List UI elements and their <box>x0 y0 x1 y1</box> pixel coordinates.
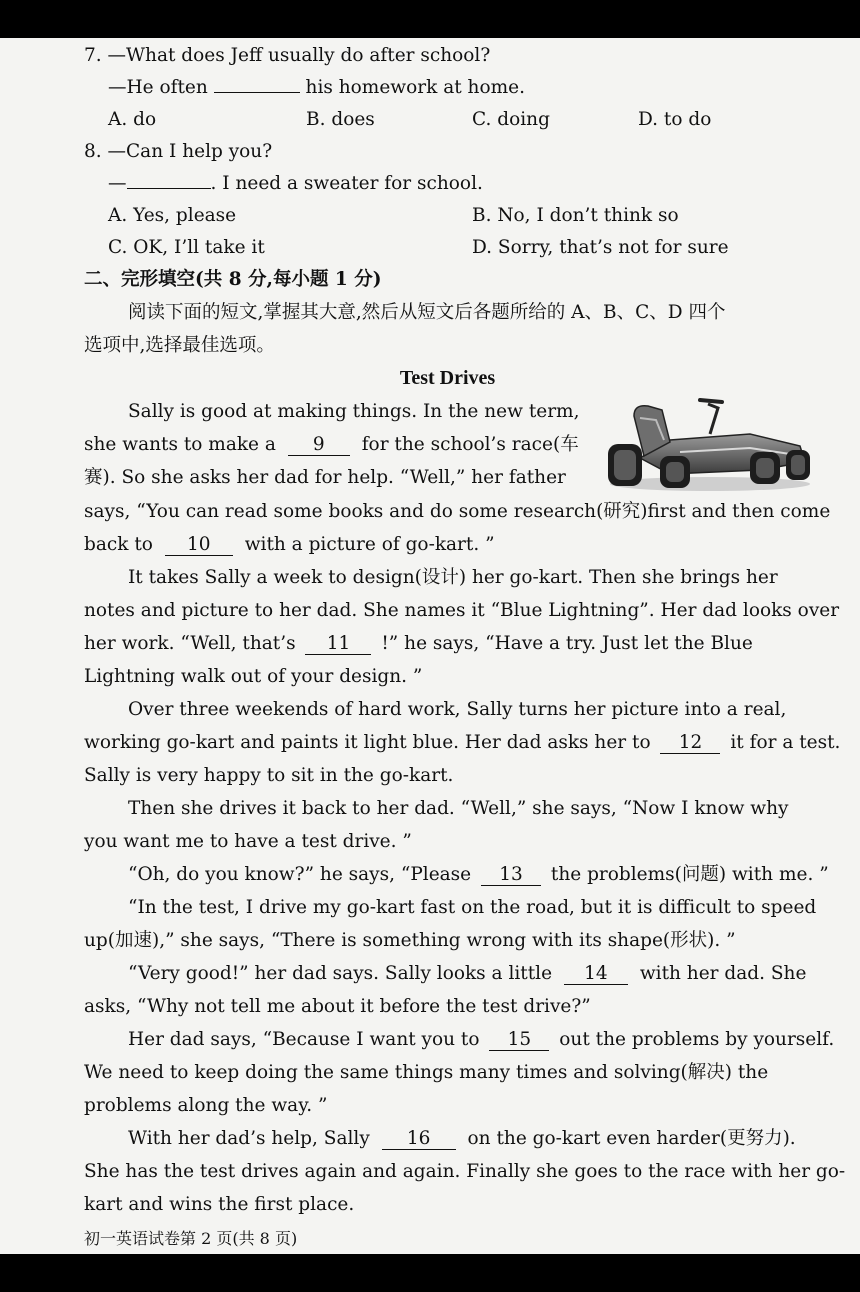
q7-blank[interactable] <box>214 92 300 93</box>
passage-line: says, “You can read some books and do some research(研究)first and then come <box>84 501 831 522</box>
q7-option-a[interactable]: A. do <box>108 109 157 130</box>
passage-line: Lightning walk out of your design. ” <box>84 666 423 687</box>
q7-option-c[interactable]: C. doing <box>472 109 550 130</box>
blank-12[interactable]: 12 <box>660 733 720 754</box>
q8-option-a[interactable]: A. Yes, please <box>108 205 237 226</box>
passage-line: “Oh, do you know?” he says, “Please 13 the problems(问题) with me. ” <box>128 864 829 885</box>
passage-line: her work. “Well, that’s 11 !” he says, “Have a try. Just let the Blue <box>84 633 753 654</box>
passage-line: kart and wins the first place. <box>84 1194 355 1215</box>
page-footer: 初一英语试卷第 2 页(共 8 页) <box>84 1229 298 1248</box>
exam-page <box>0 38 860 1254</box>
passage-title: Test Drives <box>399 367 496 389</box>
blank-14[interactable]: 14 <box>564 964 628 985</box>
section-instruction-2: 选项中,选择最佳选项。 <box>84 335 275 356</box>
blank-11[interactable]: 11 <box>305 634 371 655</box>
passage-line: Then she drives it back to her dad. “Well,” she says, “Now I know why <box>128 798 789 819</box>
q7-option-d[interactable]: D. to do <box>638 109 712 130</box>
passage-line: problems along the way. ” <box>84 1095 328 1116</box>
passage-line: “Very good!” her dad says. Sally looks a little 14 with her dad. She <box>128 963 807 984</box>
blank-13[interactable]: 13 <box>481 865 541 886</box>
section-instruction-1: 阅读下面的短文,掌握其大意,然后从短文后各题所给的 A、B、C、D 四个 <box>128 302 726 323</box>
q7-answer: —He often his homework at home. <box>108 77 525 98</box>
passage-line: With her dad’s help, Sally 16 on the go-kart even harder(更努力). <box>128 1128 796 1149</box>
blank-15[interactable]: 15 <box>489 1030 549 1051</box>
passage-line: Sally is very happy to sit in the go-kart. <box>84 765 454 786</box>
section-heading: 二、完形填空(共 8 分,每小题 1 分) <box>84 269 382 290</box>
passage-line: She has the test drives again and again. Finally she goes to the race with her go- <box>84 1161 846 1182</box>
passage-line: Sally is good at making things. In the new term, <box>128 401 580 422</box>
passage-line: up(加速),” she says, “There is something wrong with its shape(形状). ” <box>84 930 736 951</box>
go-kart-image <box>600 396 814 492</box>
passage-line: Over three weekends of hard work, Sally turns her picture into a real, <box>128 699 787 720</box>
q8-option-d[interactable]: D. Sorry, that’s not for sure <box>472 237 729 258</box>
q8-answer: — . I need a sweater for school. <box>108 173 483 194</box>
passage-line: asks, “Why not tell me about it before the test drive?” <box>84 996 591 1017</box>
passage-line: It takes Sally a week to design(设计) her go-kart. Then she brings her <box>128 567 778 588</box>
q8-option-b[interactable]: B. No, I don’t think so <box>472 205 679 226</box>
q7-question: 7. —What does Jeff usually do after school? <box>84 45 491 66</box>
q8-blank[interactable] <box>127 188 211 189</box>
blank-10[interactable]: 10 <box>165 535 233 556</box>
passage-line: We need to keep doing the same things many times and solving(解决) the <box>84 1062 769 1083</box>
blank-9[interactable]: 9 <box>288 435 350 456</box>
passage-line: working go-kart and paints it light blue. Her dad asks her to 12 it for a test. <box>84 732 841 753</box>
passage-line: notes and picture to her dad. She names it “Blue Lightning”. Her dad looks over <box>84 600 840 621</box>
q8-question: 8. —Can I help you? <box>84 141 273 162</box>
passage-line: you want me to have a test drive. ” <box>84 831 412 852</box>
passage-line: Her dad says, “Because I want you to 15 out the problems by yourself. <box>128 1029 835 1050</box>
passage-line: she wants to make a 9 for the school’s race(车 <box>84 434 579 455</box>
passage-line: 赛). So she asks her dad for help. “Well,” her father <box>84 467 566 488</box>
blank-16[interactable]: 16 <box>382 1129 456 1150</box>
q8-option-c[interactable]: C. OK, I’ll take it <box>108 237 265 258</box>
passage-line: “In the test, I drive my go-kart fast on the road, but it is difficult to speed <box>128 897 817 918</box>
q7-option-b[interactable]: B. does <box>306 109 375 130</box>
passage-line: back to 10 with a picture of go-kart. ” <box>84 534 495 555</box>
